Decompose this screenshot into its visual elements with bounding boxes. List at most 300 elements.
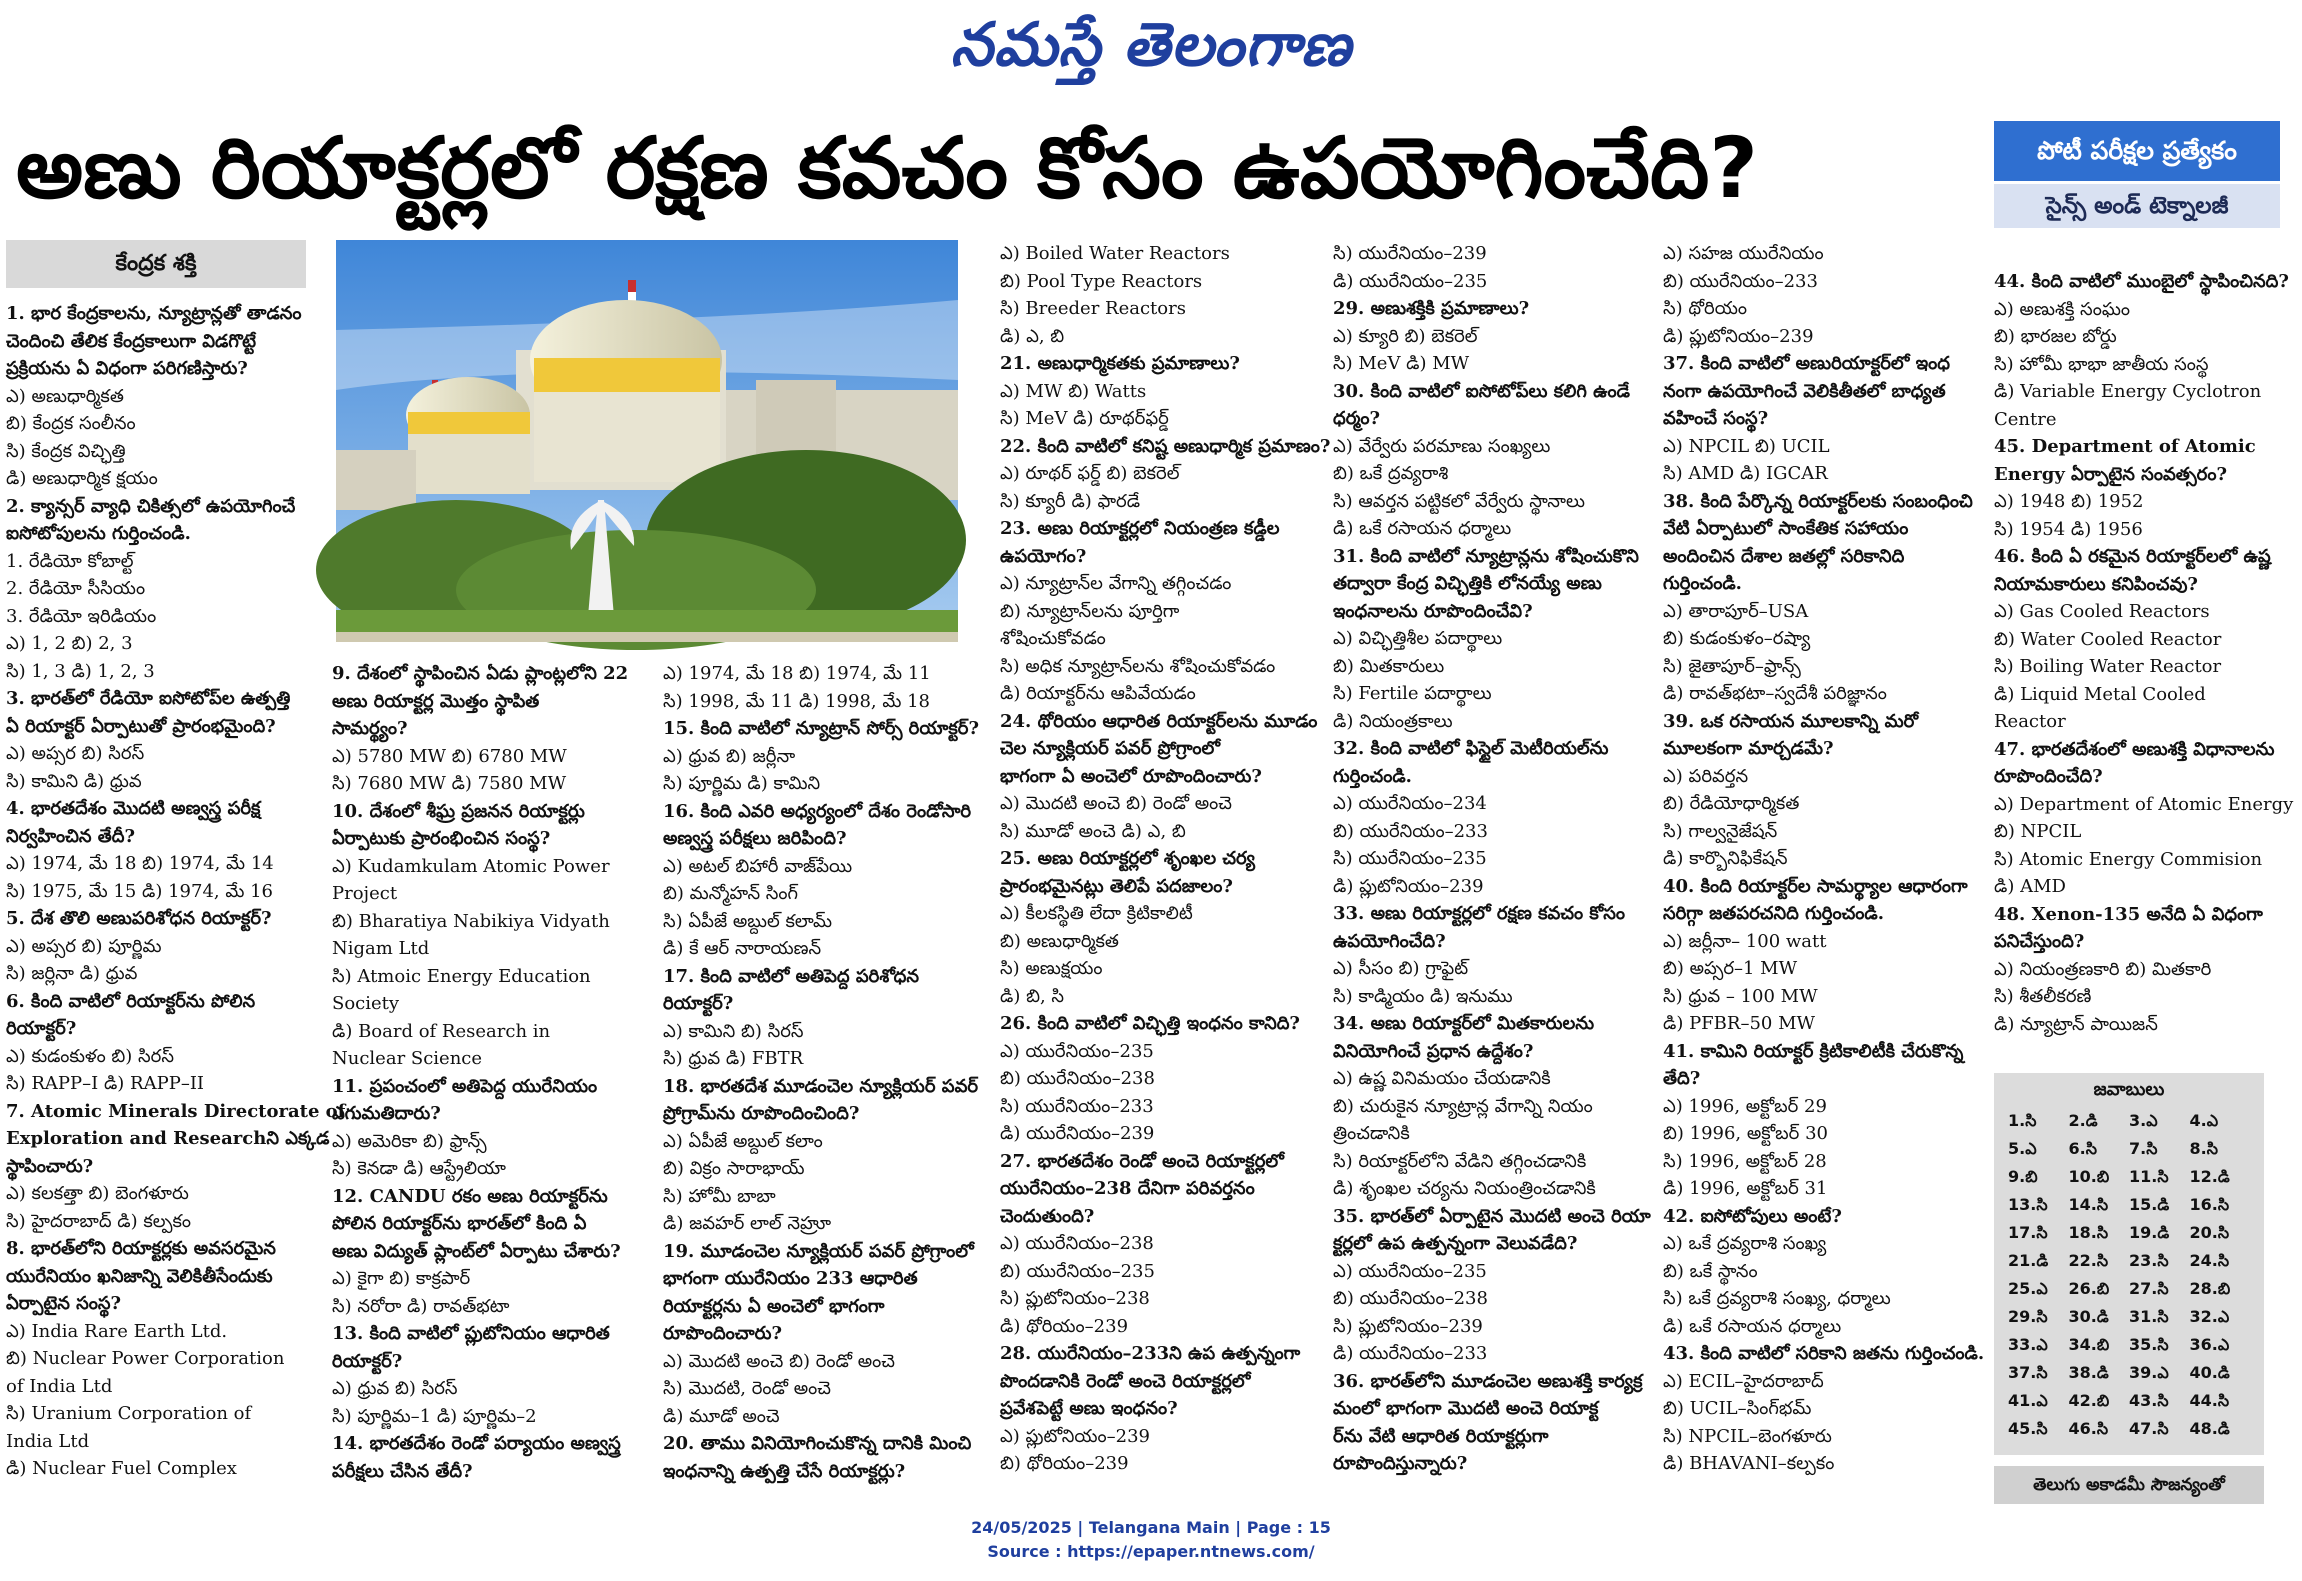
option-line: ఎ) Department of Atomic Energy (1994, 793, 2294, 815)
answer-item: 13.సి (2008, 1195, 2048, 1214)
question-line: తేది? (1663, 1068, 1701, 1089)
option-line: ఎ) 5780 MW బి) 6780 MW (332, 745, 567, 767)
option-line: బి) కేంద్రక సంలీనం (6, 413, 136, 434)
option-line: India Ltd (6, 1430, 90, 1452)
option-line: సి) పూర్ణిమ డి) కామిని (663, 773, 821, 794)
masthead: నమస్తే తెలంగాణ (950, 10, 1352, 80)
option-line: బి) Bharatiya Nabikiya Vidyath (332, 910, 610, 932)
question-line: 40. కింది రియాక్టర్‌ల సామర్థ్యాల ఆధారంగా (1663, 875, 1968, 897)
option-line: ఎ) కైగా బి) కాక్రపార్ (332, 1268, 471, 1289)
question-line: మూలకంగా మార్చడమే? (1663, 738, 1834, 759)
answer-item: 16.సి (2189, 1195, 2230, 1214)
option-line: ఎ) అప్సర బి) పూర్ణిమ (6, 935, 162, 957)
question-line: భాగంగా యురేనియం 233 ఆధారిత (663, 1268, 918, 1289)
option-line: ఎ) ప్లుటోనియం–239 (1000, 1425, 1151, 1447)
column-4 (1000, 240, 1331, 1502)
question-line: ఇంధనాలను రూపొందించేవి? (1333, 600, 1533, 622)
answer-item: 25.ఎ (2008, 1279, 2048, 1298)
question-line: అందించిన దేశాల జతల్లో సరికానిది (1663, 545, 1905, 567)
question-line: రూపొందిస్తున్నారు? (1333, 1453, 1468, 1474)
question-line: ఏర్పాటుకు ప్రారంభించిన సంస్థ? (332, 828, 551, 849)
option-line: ఎ) 1974, మే 18 బి) 1974, మే 11 (663, 663, 931, 684)
option-line: ఎ) 1, 2 బి) 2, 3 (6, 633, 133, 654)
question-line: అణ్వస్త్ర పరీక్షలు జరిపింది? (663, 828, 847, 849)
option-line: సి) అణుక్షయం (1000, 958, 1103, 979)
question-line: యురేనియం ఖనిజాన్ని వెలికితీసేందుకు (6, 1265, 273, 1287)
option-line: సి) జైతాపూర్–ఫ్రాన్స్ (1663, 655, 1801, 677)
option-line: సి) కేంద్రక విచ్ఛిత్తి (6, 440, 126, 462)
answer-item: 19.డి (2129, 1223, 2170, 1242)
option-line: సి) AMD డి) IGCAR (1663, 463, 1828, 484)
option-line: బి) మితకారులు (1333, 655, 1445, 677)
question-line: 30. కింది వాటిలో ఐసోటోప్‌లు కలిగి ఉండే (1333, 380, 1630, 402)
question-line: 3. భారత్‌లో రేడియో ఐసోటోప్‌ల ఉత్పత్తి (6, 688, 291, 709)
option-line: ఎ) సహజ యురేనియం (1663, 243, 1824, 264)
footer-date: 24/05/2025 | Telangana Main | Page : 15 (971, 1518, 1331, 1537)
option-line: సి) ధ్రువ – 100 MW (1663, 985, 1818, 1007)
option-line: బి) యురేనియం–238 (1000, 1068, 1155, 1089)
option-line: సి) శీతలీకరణి (1994, 986, 2092, 1007)
question-line: ఉపయోగించేది? (1333, 930, 1446, 952)
question-line: తద్వారా కేంద్ర విచ్ఛిత్తికి లోనయ్యే అణు (1333, 573, 1602, 594)
col7-lines (1994, 268, 2294, 1038)
answer-item: 9.బి (2008, 1167, 2038, 1186)
option-line: సి) కాడ్మియం డి) ఇనుము (1333, 985, 1513, 1007)
question-line: 21. అణుధార్మికతకు ప్రమాణాలు? (1000, 353, 1240, 374)
question-line: పరీక్షలు చేసిన తేదీ? (332, 1460, 473, 1482)
question-line: 38. కింది పేర్కొన్న రియాక్టర్‌లకు సంబంధించి (1663, 490, 1973, 512)
question-line: 9. దేశంలో స్థాపించిన ఏడు ప్లాంట్లలోని 22 (332, 663, 629, 684)
option-line: సి) ప్లుటోనియం–238 (1000, 1288, 1150, 1309)
headline: అణు రియాక్టర్లలో రక్షణ కవచం కోసం ఉపయోగించేది? (16, 119, 1758, 217)
column-6 (1663, 240, 1985, 1502)
answer-item: 15.డి (2129, 1195, 2170, 1214)
answer-item: 24.సి (2189, 1251, 2230, 1270)
option-line: బి) అణుధార్మికత (1000, 930, 1119, 952)
option-line: 1. రేడియో కోబాల్ట్ (6, 550, 134, 572)
answer-item: 37.సి (2008, 1363, 2048, 1382)
option-line: సి) హోమీ భాభా జాతీయ సంస్థ (1994, 353, 2209, 375)
option-line: డి) యురేనియం–235 (1333, 270, 1488, 292)
option-line: సి) థోరియం (1663, 298, 1747, 319)
column-3 (663, 660, 983, 1502)
option-line: ఎ) 1996, అక్టోబర్ 29 (1663, 1095, 1827, 1117)
question-line: 46. కింది ఏ రకమైన రియాక్టర్‌లలో ఉష్ణ (1994, 546, 2271, 567)
question-line: రియాక్టర్? (332, 1350, 403, 1372)
question-line: 37. కింది వాటిలో అణురియాక్టర్‌లో ఇంధ (1663, 353, 1950, 374)
answer-grid (1994, 1107, 2264, 1443)
option-line: డి) ప్లుటోనియం–239 (1663, 325, 1814, 347)
answer-item: 29.సి (2008, 1307, 2048, 1326)
answer-item: 6.సి (2068, 1139, 2097, 1158)
question-line: ప్రవేశపెట్టే అణు ఇంధనం? (1000, 1398, 1178, 1419)
option-line: డి) Board of Research in (332, 1020, 551, 1042)
answer-item: 44.సి (2189, 1391, 2230, 1410)
answer-key (1994, 1073, 2264, 1455)
answer-item: 30.డి (2068, 1307, 2109, 1326)
answer-item: 47.సి (2129, 1419, 2169, 1438)
option-line: ఎ) కలకత్తా బి) బెంగళూరు (6, 1183, 189, 1204)
answer-item: 46.సి (2068, 1419, 2109, 1438)
option-line: శోషించుకోవడం (1000, 628, 1106, 649)
col5-lines (1333, 240, 1649, 1478)
option-line: ఎ) యురేనియం–234 (1333, 793, 1487, 814)
option-line: బి) యురేనియం–238 (1333, 1288, 1488, 1309)
question-line: రియాక్టర్? (663, 993, 734, 1014)
footer-source: Source : https://epaper.ntnews.com/ (987, 1542, 1315, 1561)
option-line: సి) Uranium Corporation of (6, 1403, 252, 1424)
option-line: 3. రేడియో ఇరిడియం (6, 605, 157, 627)
question-line: అణు విద్యుత్ ప్లాంట్‌లో ఏర్పాటు చేశారు? (332, 1240, 621, 1262)
question-line: 27. భారతదేశం రెండో అంచె రియాక్టర్లలో (1000, 1150, 1284, 1172)
option-line: ఎ) NPCIL బి) UCIL (1663, 435, 1830, 457)
question-line: 29. అణుశక్తికి ప్రమాణాలు? (1333, 298, 1530, 319)
option-line: బి) మన్మోహన్ సింగ్ (663, 883, 799, 904)
answer-item: 22.సి (2068, 1251, 2109, 1270)
question-line: నియామకారులు కనిపించవు? (1994, 573, 2198, 595)
special-badge: పోటీ పరీక్షల ప్రత్యేకం (1994, 121, 2280, 181)
question-line: 14. భారతదేశం రెండో పర్యాయం అణ్వస్త్ర (332, 1433, 621, 1454)
answer-item: 41.ఎ (2008, 1391, 2048, 1410)
option-line: సి) మూడో అంచె డి) ఎ, బి (1000, 820, 1186, 842)
question-line: 28. యురేనియం–233ని ఉప ఉత్పన్నంగా (1000, 1343, 1301, 1364)
question-line: వినియోగించే ప్రధాన ఉద్దేశం? (1333, 1040, 1534, 1062)
question-line: ప్రారంభమైనట్లు తెలిపే పదజాలం? (1000, 875, 1233, 897)
option-line: బి) కుడంకుళం–రష్యా (1663, 628, 1811, 649)
question-line: నిర్వహించిన తేదీ? (6, 825, 136, 847)
option-line: డి) ఎ, బి (1000, 325, 1065, 347)
question-line: మంలో భాగంగా మొదటి అంచె రియాక్ట (1333, 1398, 1599, 1419)
option-line: సి) 1, 3 డి) 1, 2, 3 (6, 660, 155, 682)
option-line: ఎ) న్యూట్రాన్‌ల వేగాన్ని తగ్గించడం (1000, 573, 1232, 594)
answer-item: 12.డి (2189, 1167, 2230, 1186)
option-line: సి) గాల్వనైజేషన్ (1663, 820, 1778, 842)
option-line: బి) Water Cooled Reactor (1994, 628, 2222, 650)
option-line: త్రించడానికి (1333, 1123, 1410, 1144)
question-line: 32. కింది వాటిలో ఫిస్టైల్ మెటీరియల్‌ను (1333, 738, 1609, 759)
option-line: డి) ప్లుటోనియం–239 (1333, 875, 1484, 897)
reactor-photo (336, 240, 958, 642)
answer-item: 26.బి (2068, 1279, 2110, 1298)
answer-item: 35.సి (2129, 1335, 2169, 1354)
option-line: ఎ) MW బి) Watts (1000, 380, 1147, 402)
option-line: బి) చురుకైన న్యూట్రాన్ల వేగాన్ని నియం (1333, 1095, 1593, 1117)
question-line: ఉపయోగం? (1000, 545, 1087, 567)
option-line: బి) ఒకే స్థానం (1663, 1260, 1758, 1282)
question-line: 18. భారతదేశ మూడంచెల న్యూక్లియర్ పవర్ (663, 1075, 979, 1097)
column-1 (6, 240, 346, 1502)
option-line: డి) నియంత్రకాలు (1333, 710, 1453, 732)
option-line: సి) అధిక న్యూట్రాన్‌లను శోషించుకోవడం (1000, 655, 1276, 677)
question-line: చెందించి తేలిక కేంద్రకాలుగా విడగొట్టే (6, 330, 257, 352)
option-line: బి) NPCIL (1994, 821, 2082, 842)
question-line: 34. అణు రియాక్టర్‌లో మితకారులను (1333, 1013, 1595, 1034)
question-line: 48. Xenon-135 అనేది ఏ విధంగా (1994, 903, 2263, 925)
question-line: 35. భారత్‌లో ఏర్పాటైన మొదటి అంచె రియా (1333, 1205, 1651, 1227)
option-line: సి) ఆవర్తన పట్టికలో వేర్వేరు స్థానాలు (1333, 490, 1585, 512)
question-line: 47. భారతదేశంలో అణుశక్తి విధానాలను (1994, 738, 2275, 760)
question-line: 22. కింది వాటిలో కనిష్ట అణుధార్మిక ప్రమాణం? (1000, 435, 1331, 457)
question-line: 6. కింది వాటిలో రియాక్టర్‌ను పోలిన (6, 990, 256, 1012)
option-line: సి) ఒకే ద్రవ్యరాశి సంఖ్య, ధర్మాలు (1663, 1288, 1891, 1309)
option-line: డి) మూడో అంచె (663, 1405, 780, 1427)
answer-item: 48.డి (2189, 1419, 2230, 1438)
question-line: ఏ రియాక్టర్ ఏర్పాటుతో ప్రారంభమైంది? (6, 715, 276, 737)
option-line: సి) పూర్ణిమ–1 డి) పూర్ణిమ–2 (332, 1405, 537, 1427)
option-line: డి) Variable Energy Cyclotron (1994, 381, 2262, 402)
option-line: సి) MeV డి) MW (1333, 353, 1470, 374)
question-line: 39. ఒక రసాయన మూలకాన్ని మరో (1663, 710, 1919, 732)
option-line: ఎ) నియంత్రణకారి బి) మితకారి (1994, 958, 2212, 980)
option-line: డి) కే ఆర్ నారాయణన్ (663, 938, 822, 959)
answer-item: 39.ఎ (2129, 1363, 2169, 1382)
question-line: 33. అణు రియాక్టర్లలో రక్షణ కవచం కోసం (1333, 903, 1626, 924)
option-line: డి) శృంఖల చర్యను నియంత్రించడానికి (1333, 1178, 1596, 1199)
question-line: 26. కింది వాటిలో విచ్ఛిత్తి ఇంధనం కానిది? (1000, 1013, 1300, 1034)
option-line: సి) ప్లుటోనియం–239 (1333, 1315, 1483, 1337)
answer-item: 7.సి (2129, 1139, 2158, 1158)
option-line: బి) భారజల బోర్డు (1994, 326, 2117, 347)
answer-item: 42.బి (2068, 1391, 2110, 1410)
question-line: ప్రక్రియను ఏ విధంగా పరిగణిస్తారు? (6, 358, 248, 379)
answer-item: 5.ఎ (2008, 1139, 2037, 1158)
option-line: ఎ) రూథర్ ఫర్డ్ బి) బెకరెల్ (1000, 463, 1180, 484)
option-line: డి) Liquid Metal Cooled (1994, 683, 2206, 705)
question-line: వేటి ఏర్పాటులో సాంకేతిక సహాయం (1663, 518, 1909, 539)
option-line: బి) 1996, అక్టోబర్ 30 (1663, 1123, 1828, 1144)
answer-item: 3.ఎ (2129, 1111, 2158, 1130)
question-line: 8. భారత్‌లోని రియాక్టర్లకు అవసరమైన (6, 1238, 276, 1259)
question-line: ఎగుమతిదారు? (332, 1103, 441, 1124)
option-line: డి) అణుధార్మిక క్షయం (6, 468, 158, 489)
option-line: ఎ) మొదటి అంచె బి) రెండో అంచె (663, 1350, 895, 1372)
question-line: సామర్థ్యం? (332, 718, 408, 739)
option-line: సి) హైదరాబాద్ డి) కల్పకం (6, 1210, 191, 1232)
answer-item: 20.సి (2189, 1223, 2230, 1242)
question-line: ధర్మం? (1333, 408, 1381, 429)
question-line: 11. ప్రపంచంలో అతిపెద్ద యురేనియం (332, 1075, 598, 1097)
answer-item: 28.బి (2189, 1279, 2231, 1298)
option-line: సి) 1975, మే 15 డి) 1974, మే 16 (6, 880, 274, 902)
option-line: బి) రేడియోధార్మికత (1663, 793, 1800, 814)
option-line: Project (332, 883, 398, 904)
option-line: ఎ) అణుధార్మికత (6, 385, 124, 407)
question-line: వహించే సంస్థ? (1663, 408, 1769, 429)
question-line: 12. CANDU రకం అణు రియాక్టర్‌ను (332, 1185, 608, 1207)
column-5 (1333, 240, 1649, 1502)
question-line: 13. కింది వాటిలో ప్లుటోనియం ఆధారిత (332, 1323, 610, 1344)
option-line: బి) యురేనియం–233 (1663, 270, 1818, 292)
option-line: బి) యురేనియం–235 (1000, 1260, 1155, 1282)
answer-item: 23.సి (2129, 1251, 2169, 1270)
question-line: పొందడానికి రెండో అంచె రియాక్టర్లలో (1000, 1370, 1251, 1392)
option-line: సి) NPCIL–బెంగళూరు (1663, 1425, 1832, 1447)
option-line: బి) UCIL–సింగ్‌భమ్ (1663, 1398, 1812, 1419)
option-line: సి) క్యూరీ డి) ఫారడే (1000, 490, 1141, 512)
question-line: 24. థోరియం ఆధారిత రియాక్టర్‌లను మూడం (1000, 710, 1318, 732)
option-line: ఎ) అణుశక్తి సంఘం (1994, 298, 2130, 320)
question-line: 42. ఐసోటోపులు అంటే? (1663, 1205, 1842, 1227)
option-line: ఎ) మొదటి అంచె బి) రెండో అంచె (1000, 793, 1232, 814)
question-line: రియాక్టర్? (6, 1018, 77, 1039)
question-line: 36. భారత్‌లోని మూడంచెల అణుశక్తి కార్యక్ర (1333, 1370, 1643, 1392)
option-line: డి) యురేనియం–233 (1333, 1343, 1488, 1364)
option-line: ఎ) సీసం బి) గ్రాఫైట్ (1333, 958, 1469, 979)
answer-item: 34.బి (2068, 1335, 2110, 1354)
question-line: 5. దేశ తొలి అణుపరిశోధన రియాక్టర్? (6, 908, 272, 929)
option-line: సి) Boiling Water Reactor (1994, 656, 2222, 677)
option-line: సి) 1998, మే 11 డి) 1998, మే 18 (663, 690, 931, 712)
answer-item: 21.డి (2008, 1251, 2049, 1270)
option-line: డి) Nuclear Fuel Complex (6, 1458, 237, 1479)
option-line: ఎ) అప్సర బి) సిరస్ (6, 743, 145, 764)
section-title: కేంద్రక శక్తి (6, 240, 306, 288)
option-line: ఎ) ECIL–హైదరాబాద్ (1663, 1370, 1824, 1392)
question-line: రూపొందించేది? (1994, 766, 2103, 787)
option-line: Centre (1994, 408, 2057, 430)
option-line: ఎ) క్యూరి బి) బెకరెల్ (1333, 325, 1478, 347)
option-line: బి) యురేనియం–233 (1333, 820, 1488, 842)
question-line: గుర్తించండి. (1663, 573, 1742, 594)
option-line: ఎ) అటల్ బిహారీ వాజ్‌పేయి (663, 855, 853, 877)
question-line: పనిచేస్తుంది? (1994, 931, 2085, 952)
option-line: బి) ఒకే ద్రవ్యరాశి (1333, 463, 1449, 484)
question-line: గుర్తించండి. (1333, 765, 1412, 787)
question-line: 10. దేశంలో శీఘ్ర ప్రజనన రియాక్టర్లు (332, 800, 585, 822)
question-line: 7. Atomic Minerals Directorate of (6, 1100, 346, 1122)
option-line: డి) థోరియం–239 (1000, 1315, 1129, 1337)
question-line: ఏర్పాటైన సంస్థ? (6, 1293, 122, 1314)
option-line: ఎ) Boiled Water Reactors (1000, 243, 1230, 264)
question-line: ప్రోగ్రామ్‌ను రూపొందించింది? (663, 1103, 860, 1124)
question-line: Energy ఏర్పాటైన సంవత్సరం? (1994, 463, 2228, 485)
option-line: డి) ఒకే రసాయన ధర్మాలు (1333, 518, 1512, 539)
question-line: 1. భార కేంద్రకాలను, న్యూట్రాన్లతో తాడనం (6, 303, 302, 324)
option-line: ఎ) ఉష్ణ వినిమయం చేయడానికి (1333, 1068, 1551, 1089)
option-line: ఎ) యురేనియం–235 (1000, 1040, 1154, 1062)
answer-item: 18.సి (2068, 1223, 2109, 1242)
question-line: యురేనియం–238 దేనిగా పరివర్తనం (1000, 1178, 1255, 1199)
option-line: డి) జవహర్ లాల్ నెహ్రూ (663, 1213, 832, 1234)
question-line: 41. కామిని రియాక్టర్ క్రిటికాలిటీకి చేరుకొన్న (1663, 1040, 1964, 1062)
option-line: సి) కామిని డి) ధ్రువ (6, 770, 142, 792)
option-line: సి) 1954 డి) 1956 (1994, 518, 2143, 540)
question-line: 31. కింది వాటిలో న్యూట్రాన్లను శోషించుకొని (1333, 545, 1639, 567)
option-line: సి) ఏపీజే అబ్దుల్ కలామ్ (663, 910, 833, 932)
option-line: ఎ) తారాపూర్–USA (1663, 600, 1809, 622)
question-line: 23. అణు రియాక్టర్లలో నియంత్రణ కడ్డీల (1000, 518, 1280, 539)
question-line: 25. అణు రియాక్టర్లలో శృంఖల చర్య (1000, 848, 1255, 869)
option-line: of India Ltd (6, 1375, 113, 1397)
answer-item: 8.సి (2189, 1139, 2218, 1158)
question-line: 44. కింది వాటిలో ముంబైలో స్థాపించినది? (1994, 271, 2289, 292)
answer-item: 10.బి (2068, 1167, 2110, 1186)
answer-item: 38.డి (2068, 1363, 2109, 1382)
option-line: ఎ) Gas Cooled Reactors (1994, 601, 2210, 622)
option-line: సి) Atomic Energy Commision (1994, 848, 2263, 870)
option-line: బి) Nuclear Power Corporation (6, 1348, 285, 1369)
option-line: బి) Pool Type Reactors (1000, 270, 1203, 292)
answer-item: 17.సి (2008, 1223, 2048, 1242)
question-line: 17. కింది వాటిలో అతిపెద్ద పరిశోధన (663, 965, 920, 987)
option-line: ఎ) ధ్రువ బి) సిరస్ (332, 1378, 458, 1399)
option-line: సి) Fertile పదార్థాలు (1333, 683, 1492, 704)
answer-item: 36.ఎ (2189, 1335, 2230, 1354)
question-line: సరిగ్గా జతపరచనిది గుర్తించండి. (1663, 903, 1884, 924)
option-line: సి) ధ్రువ డి) FBTR (663, 1048, 804, 1069)
option-line: బి) న్యూట్రాన్‌లను పూర్తిగా (1000, 600, 1180, 622)
question-line: క్టర్లలో ఉప ఉత్పన్నంగా వెలువడేది? (1333, 1233, 1578, 1254)
question-line: Exploration and Researchని ఎక్కడ (6, 1128, 330, 1149)
question-line: నంగా ఉపయోగించే వెలికితీతలో బాధ్యత (1663, 380, 1946, 402)
option-line: సి) రియాక్టర్‌లోని వేడిని తగ్గించడానికి (1333, 1150, 1587, 1172)
option-line: డి) యురేనియం–239 (1000, 1123, 1155, 1144)
question-line: స్థాపించారు? (6, 1155, 94, 1177)
question-line: ఇంధనాన్ని ఉత్పత్తి చేసే రియాక్టర్లు? (663, 1460, 906, 1482)
question-line: 4. భారతదేశం మొదటి అణ్వస్త్ర పరీక్ష (6, 798, 261, 819)
answer-item: 33.ఎ (2008, 1335, 2048, 1354)
option-line: ఎ) India Rare Earth Ltd. (6, 1320, 228, 1342)
question-line: 45. Department of Atomic (1994, 436, 2256, 457)
question-line: ఐసోటోపులను గుర్తించండి. (6, 523, 191, 544)
option-line: ఎ) అమెరికా బి) ఫ్రాన్స్ (332, 1130, 487, 1152)
option-line: సి) యురేనియం–239 (1333, 243, 1487, 264)
option-line: ఎ) 1974, మే 18 బి) 1974, మే 14 (6, 853, 274, 874)
question-line: 2. క్యాన్సర్ వ్యాధి చికిత్సలో ఉపయోగించే (6, 495, 296, 517)
option-line: 2. రేడియో సీసియం (6, 578, 146, 599)
question-line: భాగంగా ఏ అంచెలో రూపొందించారు? (1000, 765, 1262, 787)
option-line: డి) BHAVANI–కల్పకం (1663, 1453, 1835, 1474)
option-line: ఎ) ఒకే ద్రవ్యరాశి సంఖ్య (1663, 1233, 1827, 1254)
col6-lines (1663, 240, 1985, 1478)
option-line: సి) Breeder Reactors (1000, 298, 1186, 319)
option-line: డి) రావత్‌భటా–స్వదేశీ పరిజ్ఞానం (1663, 683, 1887, 704)
option-line: ఎ) వేర్వేరు పరమాణు సంఖ్యలు (1333, 435, 1551, 457)
answer-item: 2.డి (2068, 1111, 2098, 1130)
option-line: సి) యురేనియం–235 (1333, 848, 1487, 869)
option-line: ఎ) యురేనియం–235 (1333, 1260, 1487, 1282)
option-line: డి) ఒకే రసాయన ధర్మాలు (1663, 1315, 1842, 1337)
option-line: Nuclear Science (332, 1048, 483, 1069)
question-line: చెందుతుంది? (1000, 1205, 1095, 1227)
option-line: సి) యురేనియం–233 (1000, 1095, 1154, 1117)
option-line: ఎ) జర్లీనా– 100 watt (1663, 930, 1827, 952)
answer-item: 45.సి (2008, 1419, 2048, 1438)
question-line: రియాక్టర్లను ఏ అంచెలో భాగంగా (663, 1295, 885, 1317)
answer-item: 14.సి (2068, 1195, 2109, 1214)
answer-item: 32.ఎ (2189, 1307, 2230, 1326)
option-line: Nigam Ltd (332, 938, 430, 959)
answer-item: 27.సి (2129, 1279, 2169, 1298)
question-line: 43. కింది వాటిలో సరికాని జతను గుర్తించండి. (1663, 1343, 1985, 1364)
credit-line: తెలుగు అకాడమీ సౌజన్యంతో (1994, 1466, 2264, 1504)
option-line: ఎ) కుడంకుళం బి) సిరస్ (6, 1045, 174, 1067)
subject-badge: సైన్స్ అండ్ టెక్నాలజీ (1994, 184, 2280, 228)
option-line: ఎ) పరివర్తన (1663, 765, 1749, 787)
option-line: Reactor (1994, 711, 2066, 732)
option-line: ఎ) విచ్ఛిత్తిశీల పదార్థాలు (1333, 628, 1503, 649)
option-line: ఎ) యురేనియం–238 (1000, 1233, 1154, 1254)
answer-item: 1.సి (2008, 1111, 2037, 1130)
question-line: 20. తాము వినియోగించుకొన్న దానికి మించి (663, 1433, 972, 1454)
answer-item: 43.సి (2129, 1391, 2169, 1410)
option-line: సి) RAPP–I డి) RAPP–II (6, 1073, 205, 1094)
answer-item: 4.ఎ (2189, 1111, 2219, 1130)
answer-key-title: జవాబులు (2093, 1079, 2165, 1100)
question-line: 16. కింది ఎవరి అధ్యర్యంలో దేశం రెండోసారి (663, 800, 972, 822)
question-line: రూపొందించారు? (663, 1323, 783, 1344)
question-line: అణు రియాక్టర్ల మొత్తం స్థాపిత (332, 690, 540, 712)
